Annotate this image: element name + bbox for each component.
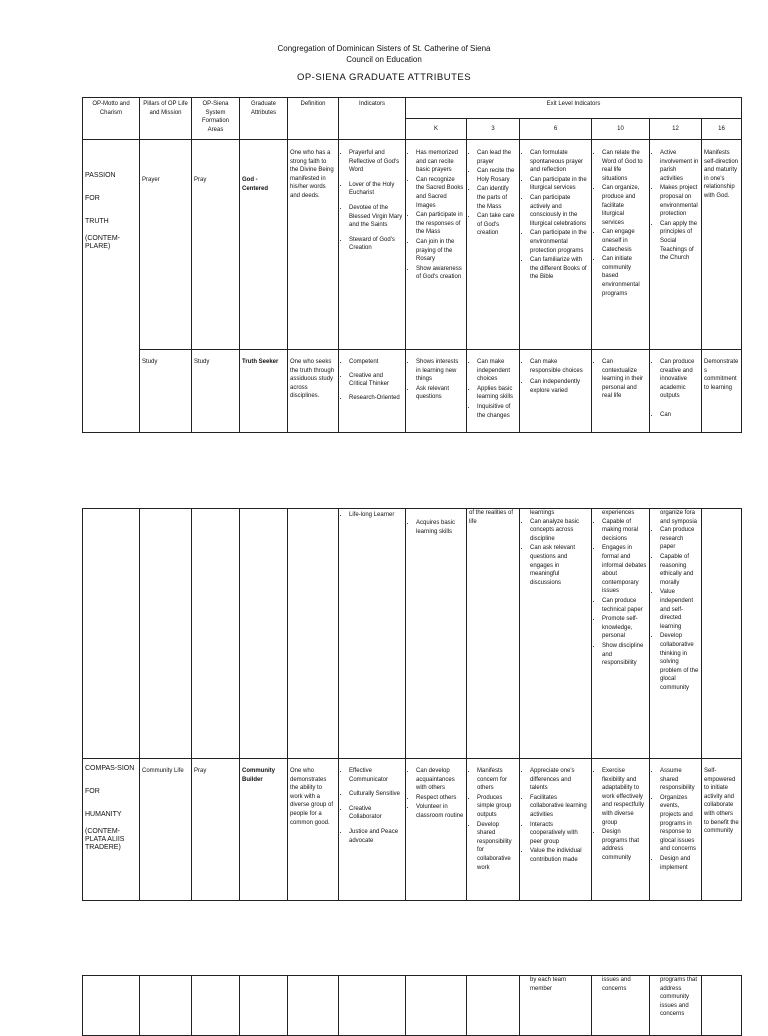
list-item: • Can take care of God's creation [477,212,517,238]
level-6: 6 [520,119,592,140]
level-12-cell [650,140,702,350]
list-item: • Devotee of the Blessed Virgin Mary and the Saints [349,204,403,230]
list-item: • Develop collaborative thinking in solving problem of the glocal community [660,632,699,692]
level-3-cell [467,140,520,350]
list-item: • Active involvement in parish activities [660,149,699,183]
list-item: • Can make independent choices [477,358,517,384]
list-item: • Organizes events, projects and programs in response to glocal issues and concerns [660,794,699,854]
list-item: • Acquires basic learning skills [416,519,464,536]
formation-cell: Study [192,350,240,433]
list-item: • Steward of God's Creation [349,236,403,253]
level-6-cell [520,140,592,350]
list-item: • Develop shared responsibility for collaborative work [477,821,517,873]
list-item: • Justice and Peace advocate [349,828,403,845]
pillar-cell: Community Life [140,759,192,901]
indicators-cell [339,759,406,901]
indicators-cell [339,509,406,759]
list-item: • Can ask relevant questions and engages in meaningful discussions [530,544,589,587]
list-item: • Can [660,411,699,420]
list-item: • Exercise flexibility and adaptability to work effectively and respectfully with diverse group [602,767,647,827]
level-3-cell: of the realities of life [467,509,520,759]
list-item: • Effective Communicator [349,767,403,784]
table-row [83,759,742,901]
list-item: • Engages in formal and informal debates about contemporary issues [602,544,647,596]
list-item: • Respect others [416,794,464,803]
level-k: K [406,119,467,140]
col-attributes: Graduate Attributes [240,98,288,140]
motto-cell: PASSION FOR TRUTH (CONTEM-PLARE) [83,140,140,433]
col-definition: Definition [288,98,339,140]
level-3-cell [467,759,520,901]
level-10-cell [592,140,650,350]
list-item: • Manifests concern for others [477,767,517,793]
level-10-cell [592,759,650,901]
org-name: Congregation of Dominican Sisters of St. Catherine of Siena [277,44,491,53]
list-item: • Can participate in the liturgical services [530,176,589,193]
list-item: • Creative Collaborator [349,805,403,822]
level-k-cell [406,350,467,433]
level-10: 10 [592,119,650,140]
level-k-cell [406,509,467,759]
list-item: • Can participate in the responses of the Mass [416,211,464,237]
level-10-cell: experiences • Capable of making moral decisions • Engages in formal and informal debates about contemporary issues • Can produce technical paper • Promote self-knowledge, personal • Show discipline and responsibility [592,509,650,759]
indicators-cell [339,350,406,433]
attribute-cell: Community Builder [240,759,288,901]
list-item: • Facilitates collaborative learning activities [530,794,589,820]
list-item: • Has memorized and can recite basic prayers [416,149,464,175]
list-item: • Interacts cooperatively with peer group [530,821,589,847]
col-motto: OP-Motto and Charism [83,98,140,140]
attributes-table-3 [82,975,742,1036]
list-item: • Shows interests in learning new things [416,358,464,384]
table-row [83,350,742,433]
level-16: 16 [702,119,742,140]
list-item: • Can produce technical paper [602,597,647,614]
motto-cell: COMPAS-SION FOR HUMANITY (CONTEM-PLATA ALIIS TRADERE) [83,759,140,901]
table-row [83,140,742,350]
list-item: • Show discipline and responsibility [602,642,647,668]
list-item: • Life-long Learner [349,511,403,520]
list-item: • Appreciate one's differences and talents [530,767,589,793]
level-12-cell: organize fora and symposia • Can produce research paper • Capable of reasoning ethically and morally • Value independent and self-directed learning • Develop collaborative thinking in solving problem of the glocal community [650,509,702,759]
indicators-list [341,149,403,253]
list-item: • Can join in the praying of the Rosary [416,238,464,264]
level-10-cell [592,350,650,433]
list-item: • Research-Oriented [349,394,403,403]
list-item: • Creative and Critical Thinker [349,372,403,389]
table-row [83,509,742,759]
list-item: • Can independently explore varied [530,378,589,395]
list-item: • Promote self-knowledge, personal [602,615,647,641]
list-item: • Can familiarize with the different Books of the Bible [530,256,589,282]
pillar-cell: Study [140,350,192,433]
pillar-cell: Prayer [140,140,192,350]
indicators-cell [339,140,406,350]
list-item: • Can relate the Word of God to real life situations [602,149,647,183]
level-12-cell [650,759,702,901]
list-item: • Competent [349,358,403,367]
level-k-cell [406,140,467,350]
attributes-table-2 [82,508,742,901]
definition-cell: One who demonstrates the ability to work with a diverse group of people for a common good. [288,759,339,901]
list-item: • Can contextualize learning in their personal and real life [602,358,647,401]
level-12-cell: programs that address community issues and concerns [650,976,702,1036]
list-item: • Value independent and self-directed learning [660,588,699,631]
list-item: • Can recognize the Sacred Books and Sacred Images [416,176,464,210]
definition-cell: One who seeks the truth through assiduous study across disciplines. [288,350,339,433]
level-6-cell: learnings • Can analyze basic concepts across discipline • Can ask relevant questions and engages in meaningful discussions [520,509,592,759]
col-pillars: Pillars of OP Life and Mission [140,98,192,140]
level-6-cell [520,759,592,901]
level-3-cell [467,350,520,433]
list-item: • Can apply the principles of Social Teachings of the Church [660,220,699,263]
list-item: • Can lead the prayer [477,149,517,166]
list-item: • Culturally Sensitive [349,790,403,799]
list-item: • Can engage oneself in Catechesis [602,228,647,254]
level-16-cell: Demonstrates commitment to learning [702,350,742,433]
list-item: • Can identify the parts of the Mass [477,185,517,211]
attribute-cell: God - Centered [240,140,288,350]
table-row [83,976,742,1036]
list-item: • Can make responsible choices [530,358,589,375]
level-16-cell: Manifests self-direction and maturity in one's relationship with God. [702,140,742,350]
list-item: • Applies basic learning skills [477,385,517,402]
attribute-cell: Truth Seeker [240,350,288,433]
formation-cell: Pray [192,759,240,901]
level-3: 3 [467,119,520,140]
list-item: • Can organize, produce and facilitate liturgical services [602,184,647,227]
list-item: • Can develop acquaintances with others [416,767,464,793]
list-item: • Can analyze basic concepts across discipline [530,518,589,544]
list-item: • Makes project proposal on environmental protection [660,184,699,218]
level-6-cell [520,350,592,433]
level-k-cell [406,759,467,901]
col-indicators: Indicators [339,98,406,140]
list-item: • Lover of the Holy Eucharist [349,181,403,198]
col-formation: OP-Siena System Formation Areas [192,98,240,140]
level-6-cell: by each team member [520,976,592,1036]
council-name: Council on Education [346,55,422,64]
list-item: • Can recite the Holy Rosary [477,167,517,184]
list-item: • Design programs that address community [602,828,647,862]
list-item: • Can formulate spontaneous prayer and reflection [530,149,589,175]
list-item: • Assume shared responsibility [660,767,699,793]
col-exit-level: Exit Level Indicators [406,98,742,119]
list-item: • Capable of making moral decisions [602,518,647,544]
list-item: • Ask relevant questions [416,385,464,402]
list-item: • Can initiate community based environmental programs [602,255,647,298]
list-item: • Volunteer in classroom routine [416,803,464,820]
list-item: • Show awareness of God's creation [416,265,464,282]
list-item: • Inquisitive of the changes [477,403,517,420]
list-item: • Can participate actively and consciously in the liturgical celebrations [530,194,589,228]
level-12-cell [650,350,702,433]
list-item: • Produces simple group outputs [477,794,517,820]
level-10-cell: issues and concerns [592,976,650,1036]
list-item: • Value the individual contribution made [530,847,589,864]
list-item: • Can produce research paper [660,526,699,552]
definition-cell: One who has a strong faith to the Divine Being manifested in his/her words and deeds. [288,140,339,350]
page-title: OP-SIENA GRADUATE ATTRIBUTES [296,72,472,83]
list-item: • Capable of reasoning ethically and morally [660,553,699,587]
list-item: • Can participate in the environmental protection programs [530,229,589,255]
level-16-cell: Self-empowered to initiate activity and collaborate with others to benefit the community [702,759,742,901]
list-item: • Prayerful and Reflective of God's Word [349,149,403,175]
level-12: 12 [650,119,702,140]
list-item: • Design and implement [660,855,699,872]
list-item: • Can produce creative and innovative academic outputs [660,358,699,401]
attributes-table-1 [82,97,742,433]
formation-cell: Pray [192,140,240,350]
